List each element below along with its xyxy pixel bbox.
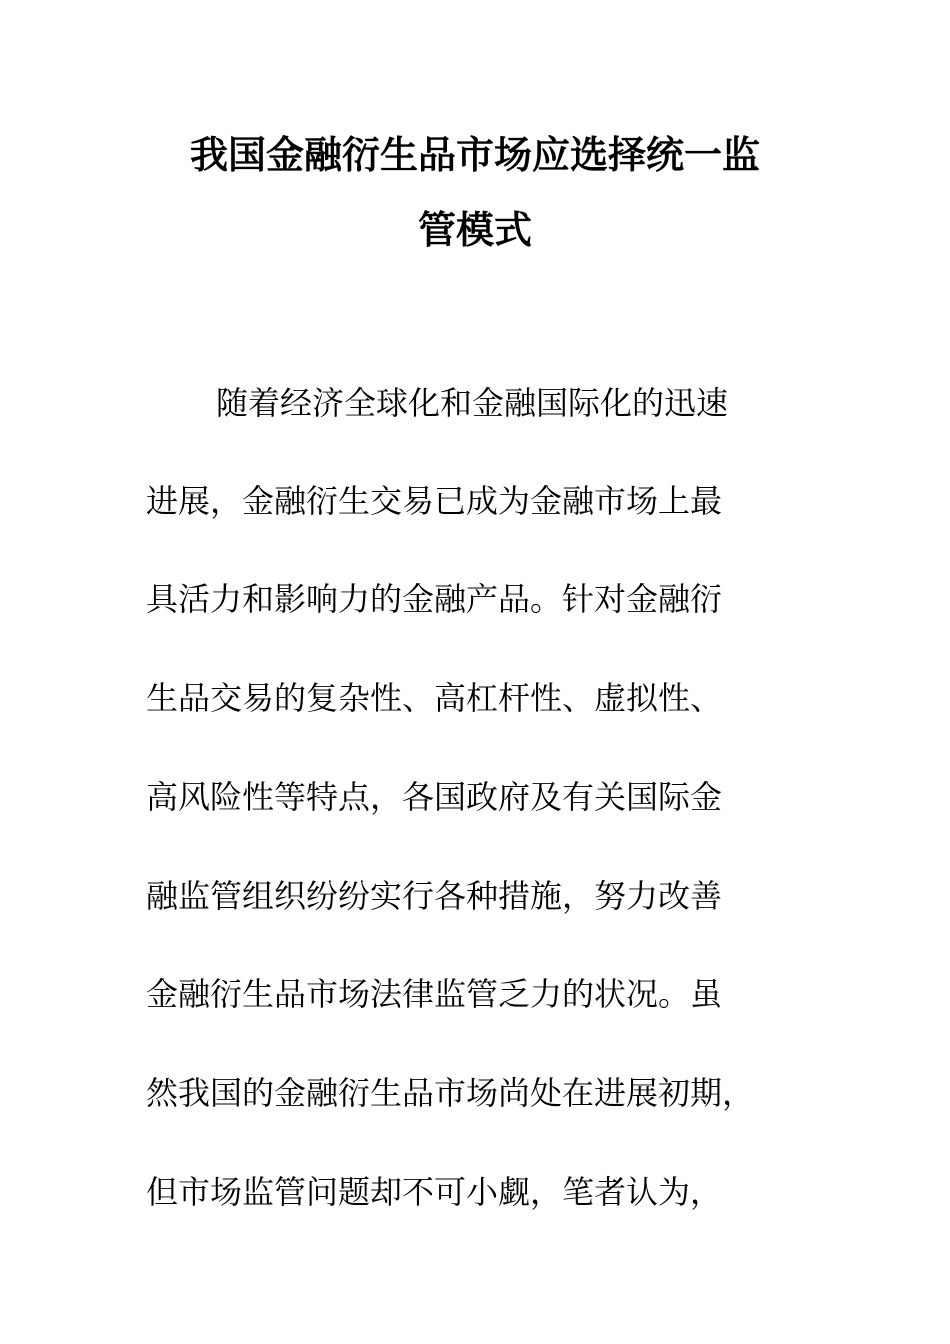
paragraph-line-4: 生品交易的复杂性、高杠杆性、虚拟性、: [146, 679, 723, 717]
paragraph-line-2: 进展，金融衍生交易已成为金融市场上最: [146, 482, 723, 520]
paragraph-line-1: 随着经济全球化和金融国际化的迅速: [216, 384, 729, 422]
paragraph-line-5: 高风险性等特点，各国政府及有关国际金: [146, 778, 723, 816]
paragraph-line-6: 融监管组织纷纷实行各种措施，努力改善: [146, 877, 723, 915]
paragraph-line-8: 然我国的金融衍生品市场尚处在进展初期，: [146, 1074, 755, 1112]
paragraph-line-3: 具活力和影响力的金融产品。针对金融衍: [146, 580, 723, 618]
paragraph-line-9: 但市场监管问题却不可小觑，笔者认为，: [146, 1173, 723, 1211]
paragraph-line-7: 金融衍生品市场法律监管乏力的状况。虽: [146, 975, 723, 1013]
document-title-line-1: 我国金融衍生品市场应选择统一监: [189, 133, 760, 177]
document-title-line-2: 管模式: [417, 208, 532, 252]
